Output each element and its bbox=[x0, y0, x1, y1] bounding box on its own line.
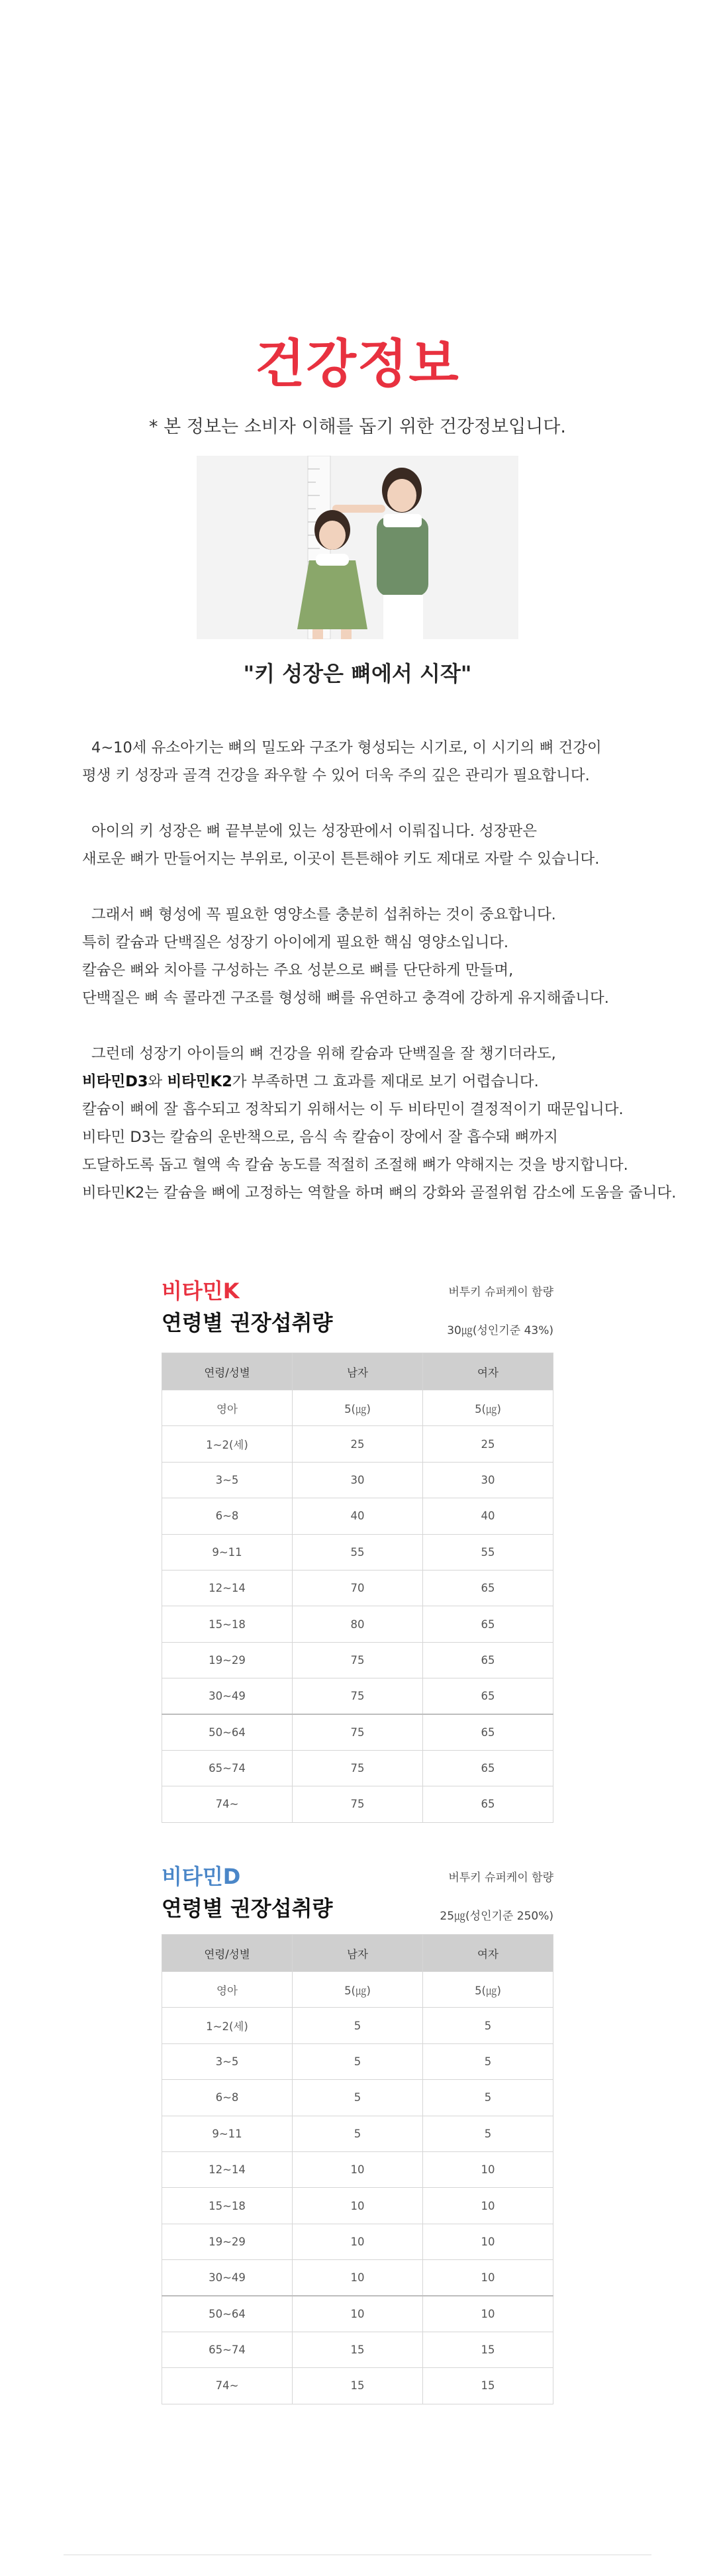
cell-male: 80 bbox=[293, 1606, 423, 1642]
paragraph-line: 비타민 D3는 칼슘의 운반책으로, 음식 속 칼슘이 장에서 잘 흡수돼 뼈까지 bbox=[82, 1129, 558, 1146]
table-row bbox=[162, 1390, 553, 1426]
cell-female: 10 bbox=[423, 2296, 553, 2332]
table-row bbox=[162, 2008, 553, 2043]
article-headline: "키 성장은 뼈에서 시작" bbox=[243, 661, 472, 686]
table-row bbox=[162, 2260, 553, 2296]
cell-male: 5(㎍) bbox=[293, 1390, 423, 1426]
cell-age: 15~18 bbox=[162, 2188, 293, 2224]
cell-age: 1~2(세) bbox=[162, 2008, 293, 2043]
vitamin-d-title: 비타민D bbox=[162, 1864, 241, 1889]
vitamin-k-content-value: 30㎍(성인기준 43%) bbox=[447, 1324, 553, 1337]
cell-age: 65~74 bbox=[162, 1750, 293, 1786]
cell-age: 9~11 bbox=[162, 2116, 293, 2151]
cell-male: 25 bbox=[293, 1426, 423, 1462]
page-title: 건강정보 bbox=[255, 335, 460, 394]
cell-male: 75 bbox=[293, 1750, 423, 1786]
cell-female: 55 bbox=[423, 1534, 553, 1570]
paragraph-line: 아이의 키 성장은 뼈 끝부분에 있는 성장판에서 이뤄집니다. 성장판은 bbox=[91, 823, 537, 840]
cell-male: 5 bbox=[293, 2080, 423, 2116]
paragraph-line: 새로운 뼈가 만들어지는 부위로, 이곳이 튼튼해야 키도 제대로 자랄 수 있습니다. bbox=[82, 850, 600, 868]
table-row bbox=[162, 2043, 553, 2079]
table-row bbox=[162, 1786, 553, 1822]
cell-age: 3~5 bbox=[162, 1462, 293, 1498]
cell-age: 30~49 bbox=[162, 1678, 293, 1714]
cell-age: 영아 bbox=[162, 1972, 293, 2008]
cell-female: 10 bbox=[423, 2224, 553, 2259]
vitamin-k-subtitle: 연령별 권장섭취량 bbox=[162, 1310, 333, 1335]
cell-age: 3~5 bbox=[162, 2043, 293, 2079]
table-row bbox=[162, 1606, 553, 1642]
table-header-row bbox=[162, 1353, 553, 1390]
table-row bbox=[162, 1714, 553, 1750]
header-age: 연령/성별 bbox=[162, 1935, 293, 1972]
cell-female: 5 bbox=[423, 2043, 553, 2079]
table-row bbox=[162, 2332, 553, 2367]
cell-male: 10 bbox=[293, 2260, 423, 2296]
cell-male: 5 bbox=[293, 2043, 423, 2079]
paragraph-line: 칼슘은 뼈와 치아를 구성하는 주요 성분으로 뼈를 단단하게 만들며, bbox=[82, 962, 514, 979]
cell-male: 10 bbox=[293, 2151, 423, 2187]
cell-female: 65 bbox=[423, 1642, 553, 1678]
cell-female: 10 bbox=[423, 2151, 553, 2187]
disclaimer-text: * 본 정보는 소비자 이해를 돕기 위한 건강정보입니다. bbox=[149, 417, 566, 437]
highlight-vitamin-k2: 비타민K2 bbox=[167, 1073, 232, 1090]
table-row bbox=[162, 1750, 553, 1786]
header-age: 연령/성별 bbox=[162, 1353, 293, 1390]
article-body bbox=[82, 734, 677, 1235]
cell-male: 55 bbox=[293, 1534, 423, 1570]
vitamin-k-table bbox=[162, 1353, 553, 1823]
cell-female: 40 bbox=[423, 1498, 553, 1534]
cell-age: 1~2(세) bbox=[162, 1426, 293, 1462]
cell-age: 74~ bbox=[162, 1786, 293, 1822]
cell-male: 75 bbox=[293, 1786, 423, 1822]
table-row bbox=[162, 2224, 553, 2259]
paragraph-line: 그래서 뼈 형성에 꼭 필요한 영양소를 충분히 섭취하는 것이 중요합니다. bbox=[91, 906, 556, 923]
vitamin-d-section bbox=[162, 1863, 553, 2393]
cell-male: 10 bbox=[293, 2296, 423, 2332]
cell-male: 75 bbox=[293, 1642, 423, 1678]
table-row bbox=[162, 2368, 553, 2404]
table-row bbox=[162, 1678, 553, 1714]
paragraph-line: 특히 칼슘과 단백질은 성장기 아이에게 필요한 핵심 영양소입니다. bbox=[82, 934, 509, 951]
cell-male: 5(㎍) bbox=[293, 1972, 423, 2008]
cell-age: 영아 bbox=[162, 1390, 293, 1426]
paragraph-line: 칼슘이 뼈에 잘 흡수되고 정착되기 위해서는 이 두 비타민이 결정적이기 때문입니다. bbox=[82, 1101, 624, 1118]
cell-male: 75 bbox=[293, 1678, 423, 1714]
cell-age: 9~11 bbox=[162, 1534, 293, 1570]
cell-age: 12~14 bbox=[162, 2151, 293, 2187]
table-row bbox=[162, 1426, 553, 1462]
table-row bbox=[162, 1972, 553, 2008]
table-row bbox=[162, 2116, 553, 2151]
paragraph-3 bbox=[82, 901, 665, 1012]
paragraph-1 bbox=[82, 734, 665, 790]
line-rest-text: 가 부족하면 그 효과를 제대로 보기 어렵습니다. bbox=[232, 1073, 539, 1090]
table-row bbox=[162, 1498, 553, 1534]
vitamin-k-content-label: 버투키 슈퍼케이 함량 bbox=[448, 1286, 553, 1299]
cell-male: 10 bbox=[293, 2188, 423, 2224]
header-female: 여자 bbox=[423, 1353, 553, 1390]
cell-female: 65 bbox=[423, 1786, 553, 1822]
vitamin-d-content-value: 25㎍(성인기준 250%) bbox=[440, 1910, 553, 1923]
table-header-row bbox=[162, 1935, 553, 1972]
cell-female: 5(㎍) bbox=[423, 1972, 553, 2008]
paragraph-line: 평생 키 성장과 골격 건강을 좌우할 수 있어 더욱 주의 깊은 관리가 필요합니다. bbox=[82, 767, 590, 784]
cell-female: 65 bbox=[423, 1606, 553, 1642]
paragraph-line bbox=[82, 1068, 665, 1096]
paragraph-line: 비타민K2는 칼슘을 뼈에 고정하는 역할을 하며 뼈의 강화와 골절위험 감소에 도움을 줍니다. bbox=[82, 1184, 677, 1202]
cell-age: 74~ bbox=[162, 2368, 293, 2404]
children-height-photo bbox=[197, 456, 518, 639]
table-row bbox=[162, 2151, 553, 2187]
table-row bbox=[162, 2296, 553, 2332]
cell-female: 15 bbox=[423, 2332, 553, 2367]
vitamin-d-table bbox=[162, 1934, 553, 2404]
vitamin-k-title: 비타민K bbox=[162, 1278, 240, 1304]
cell-female: 30 bbox=[423, 1462, 553, 1498]
children-height-measure-icon bbox=[197, 456, 518, 639]
paragraph-4 bbox=[82, 1040, 677, 1207]
cell-female: 5 bbox=[423, 2116, 553, 2151]
cell-male: 5 bbox=[293, 2116, 423, 2151]
connector-text: 와 bbox=[148, 1073, 167, 1090]
cell-age: 50~64 bbox=[162, 2296, 293, 2332]
paragraph-2 bbox=[82, 817, 665, 873]
cell-age: 19~29 bbox=[162, 1642, 293, 1678]
cell-male: 40 bbox=[293, 1498, 423, 1534]
header-female: 여자 bbox=[423, 1935, 553, 1972]
footer-divider bbox=[64, 2554, 651, 2555]
highlight-vitamin-d3: 비타민D3 bbox=[82, 1073, 148, 1090]
cell-male: 15 bbox=[293, 2368, 423, 2404]
cell-female: 10 bbox=[423, 2260, 553, 2296]
paragraph-line: 단백질은 뼈 속 콜라겐 구조를 형성해 뼈를 유연하고 충격에 강하게 유지해줍니다. bbox=[82, 990, 609, 1007]
cell-age: 65~74 bbox=[162, 2332, 293, 2367]
paragraph-line: 도달하도록 돕고 혈액 속 칼슘 농도를 적절히 조절해 뼈가 약해지는 것을 방지합니다. bbox=[82, 1157, 628, 1174]
table-row bbox=[162, 1462, 553, 1498]
cell-female: 65 bbox=[423, 1678, 553, 1714]
cell-female: 65 bbox=[423, 1570, 553, 1606]
cell-female: 65 bbox=[423, 1750, 553, 1786]
cell-male: 75 bbox=[293, 1714, 423, 1750]
vitamin-d-content-label: 버투키 슈퍼케이 함량 bbox=[448, 1871, 553, 1884]
vitamin-k-section bbox=[162, 1277, 553, 1811]
cell-age: 50~64 bbox=[162, 1714, 293, 1750]
cell-age: 30~49 bbox=[162, 2260, 293, 2296]
header-male: 남자 bbox=[293, 1935, 423, 1972]
table-row bbox=[162, 1570, 553, 1606]
table-row bbox=[162, 2080, 553, 2116]
cell-male: 5 bbox=[293, 2008, 423, 2043]
cell-female: 25 bbox=[423, 1426, 553, 1462]
cell-male: 30 bbox=[293, 1462, 423, 1498]
cell-age: 6~8 bbox=[162, 1498, 293, 1534]
table-row bbox=[162, 1534, 553, 1570]
cell-male: 10 bbox=[293, 2224, 423, 2259]
paragraph-line: 그런데 성장기 아이들의 뼈 건강을 위해 칼슘과 단백질을 잘 챙기더라도, bbox=[91, 1045, 556, 1062]
cell-female: 15 bbox=[423, 2368, 553, 2404]
cell-age: 12~14 bbox=[162, 1570, 293, 1606]
table-row bbox=[162, 1642, 553, 1678]
cell-female: 5 bbox=[423, 2008, 553, 2043]
vitamin-d-subtitle: 연령별 권장섭취량 bbox=[162, 1896, 333, 1921]
table-row bbox=[162, 2188, 553, 2224]
cell-male: 15 bbox=[293, 2332, 423, 2367]
cell-age: 19~29 bbox=[162, 2224, 293, 2259]
cell-age: 15~18 bbox=[162, 1606, 293, 1642]
header-male: 남자 bbox=[293, 1353, 423, 1390]
cell-female: 5(㎍) bbox=[423, 1390, 553, 1426]
cell-age: 6~8 bbox=[162, 2080, 293, 2116]
cell-female: 65 bbox=[423, 1714, 553, 1750]
paragraph-line: 4~10세 유소아기는 뼈의 밀도와 구조가 형성되는 시기로, 이 시기의 뼈 건강이 bbox=[91, 739, 602, 756]
cell-female: 5 bbox=[423, 2080, 553, 2116]
cell-female: 10 bbox=[423, 2188, 553, 2224]
cell-male: 70 bbox=[293, 1570, 423, 1606]
